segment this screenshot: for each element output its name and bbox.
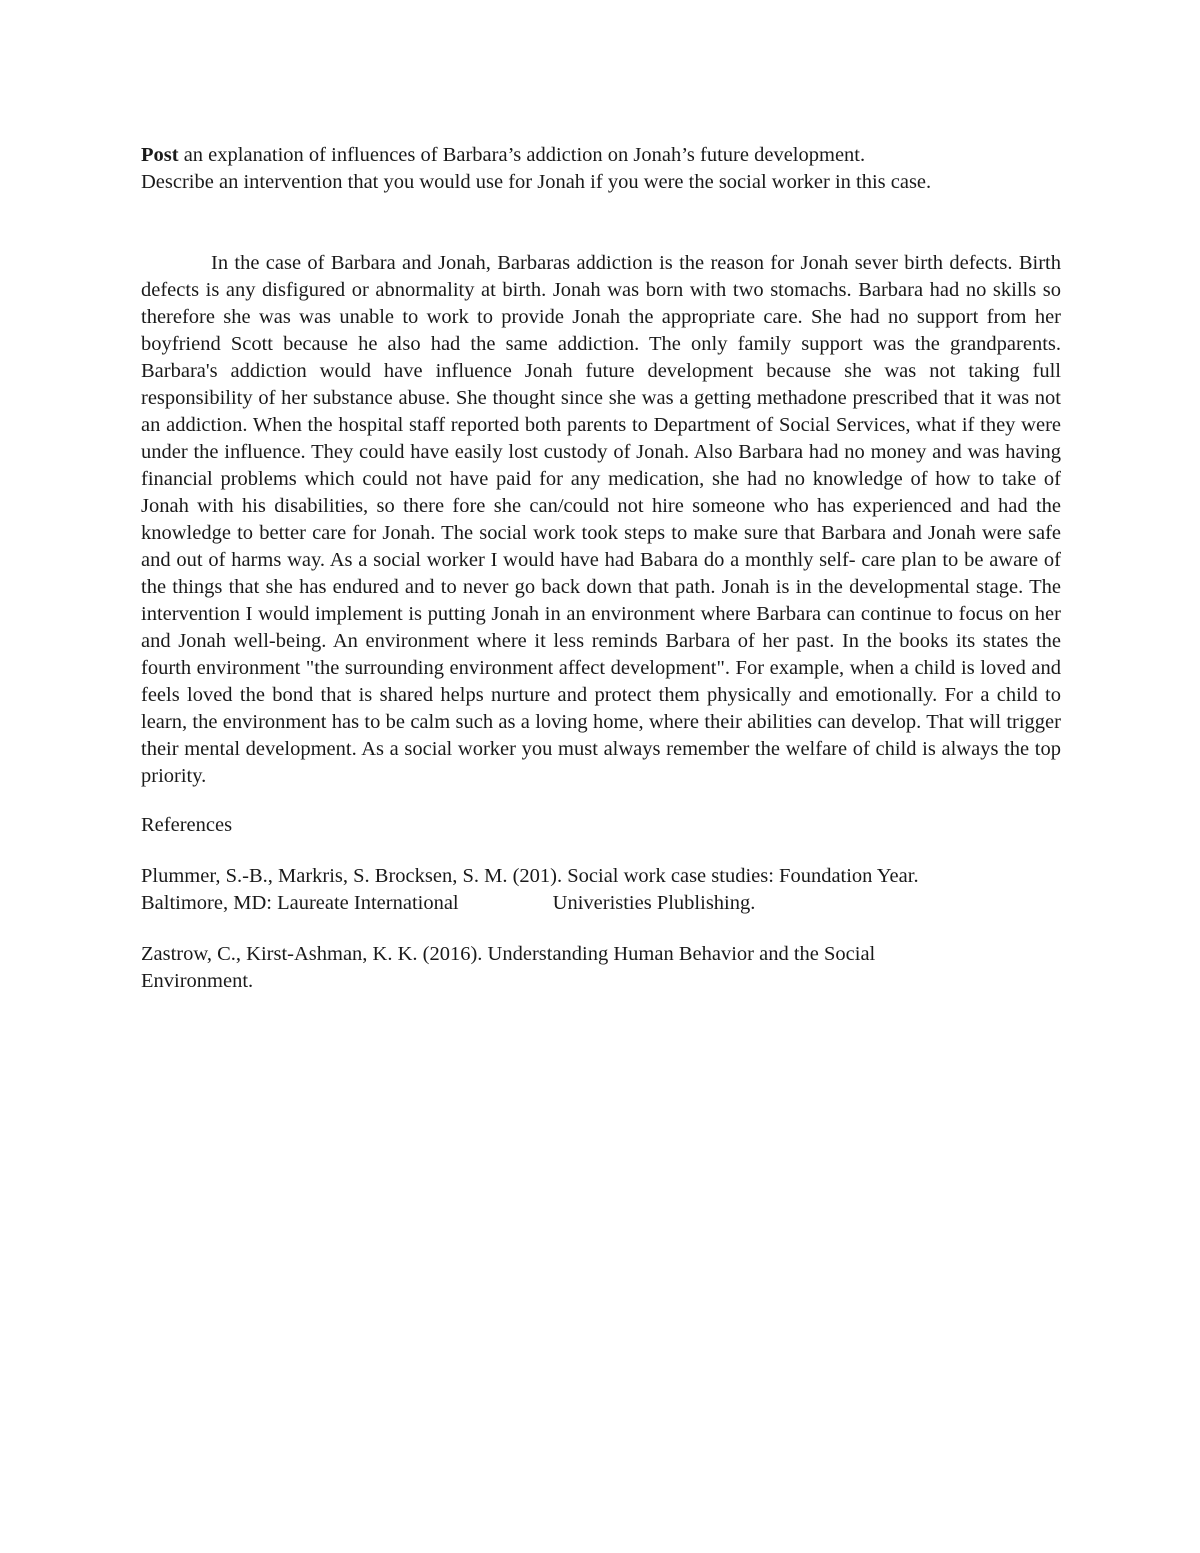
reference-1-line-2 bbox=[141, 890, 1061, 917]
reference-2-line-1: Zastrow, C., Kirst-Ashman, K. K. (2016). Understanding Human Behavior and the Social bbox=[141, 943, 876, 965]
reference-1-publisher-name: Univeristies Plublishing. bbox=[552, 892, 756, 914]
reference-2-line-2: Environment. bbox=[141, 970, 254, 992]
prompt-line-1 bbox=[141, 142, 1061, 169]
reference-1-line-1: Plummer, S.-B., Markris, S. Brocksen, S. M. (201). Social work case studies: Foundation Year. bbox=[141, 865, 919, 887]
assignment-prompt bbox=[141, 142, 1061, 196]
essay-paragraph: In the case of Barbara and Jonah, Barbaras addiction is the reason for Jonah sever birth defects. Birth defects is any disfigured or abnormality at birth. Jonah was born with two stomachs. Barbara had no skills so therefore she was was unable to work to provide Jonah the appropriate care. She had no support from her boyfriend Scott because he also had the same addiction. The only family support was the grandparents. Barbara's addiction would have influence Jonah future development because she was not taking full responsibility of her substance abuse. She thought since she was a getting methadone prescribed that it was not an addiction. When the hospital staff reported both parents to Department of Social Services, what if they were under the influence. They could have easily lost custody of Jonah. Also Barbara had no money and was having financial problems which could not have paid for any medication, she had no knowledge of how to take of Jonah with his disabilities, so there fore she can/could not hire someone who has experienced and had the knowledge to better care for Jonah. The social work took steps to make sure that Barbara and Jonah were safe and out of harms way. As a social worker I would have had Babara do a monthly self- care plan to be aware of the things that she has endured and to never go back down that path. Jonah is in the developmental stage. The intervention I would implement is putting Jonah in an environment where Barbara can continue to focus on her and Jonah well-being. An environment where it less reminds Barbara of her past. In the books its states the fourth environment "the surrounding environment affect development". For example, when a child is loved and feels loved the bond that is shared helps nurture and protect them physically and emotionally. For a child to learn, the environment has to be calm such as a loving home, where their abilities can develop. That will trigger their mental development. As a social worker you must always remember the welfare of child is always the top priority. bbox=[141, 252, 1061, 787]
reference-1-publisher-place: Baltimore, MD: Laureate International bbox=[141, 892, 459, 914]
prompt-bold-word: Post bbox=[141, 144, 179, 166]
reference-entry-2 bbox=[141, 941, 1061, 995]
prompt-line-2: Describe an intervention that you would use for Jonah if you were the social worker in this case. bbox=[141, 171, 932, 193]
references-heading: References bbox=[141, 814, 233, 836]
reference-entry-1 bbox=[141, 863, 1061, 917]
prompt-line-1-text: an explanation of influences of Barbara’s addiction on Jonah’s future development. bbox=[178, 144, 866, 166]
document-page bbox=[141, 142, 1061, 995]
